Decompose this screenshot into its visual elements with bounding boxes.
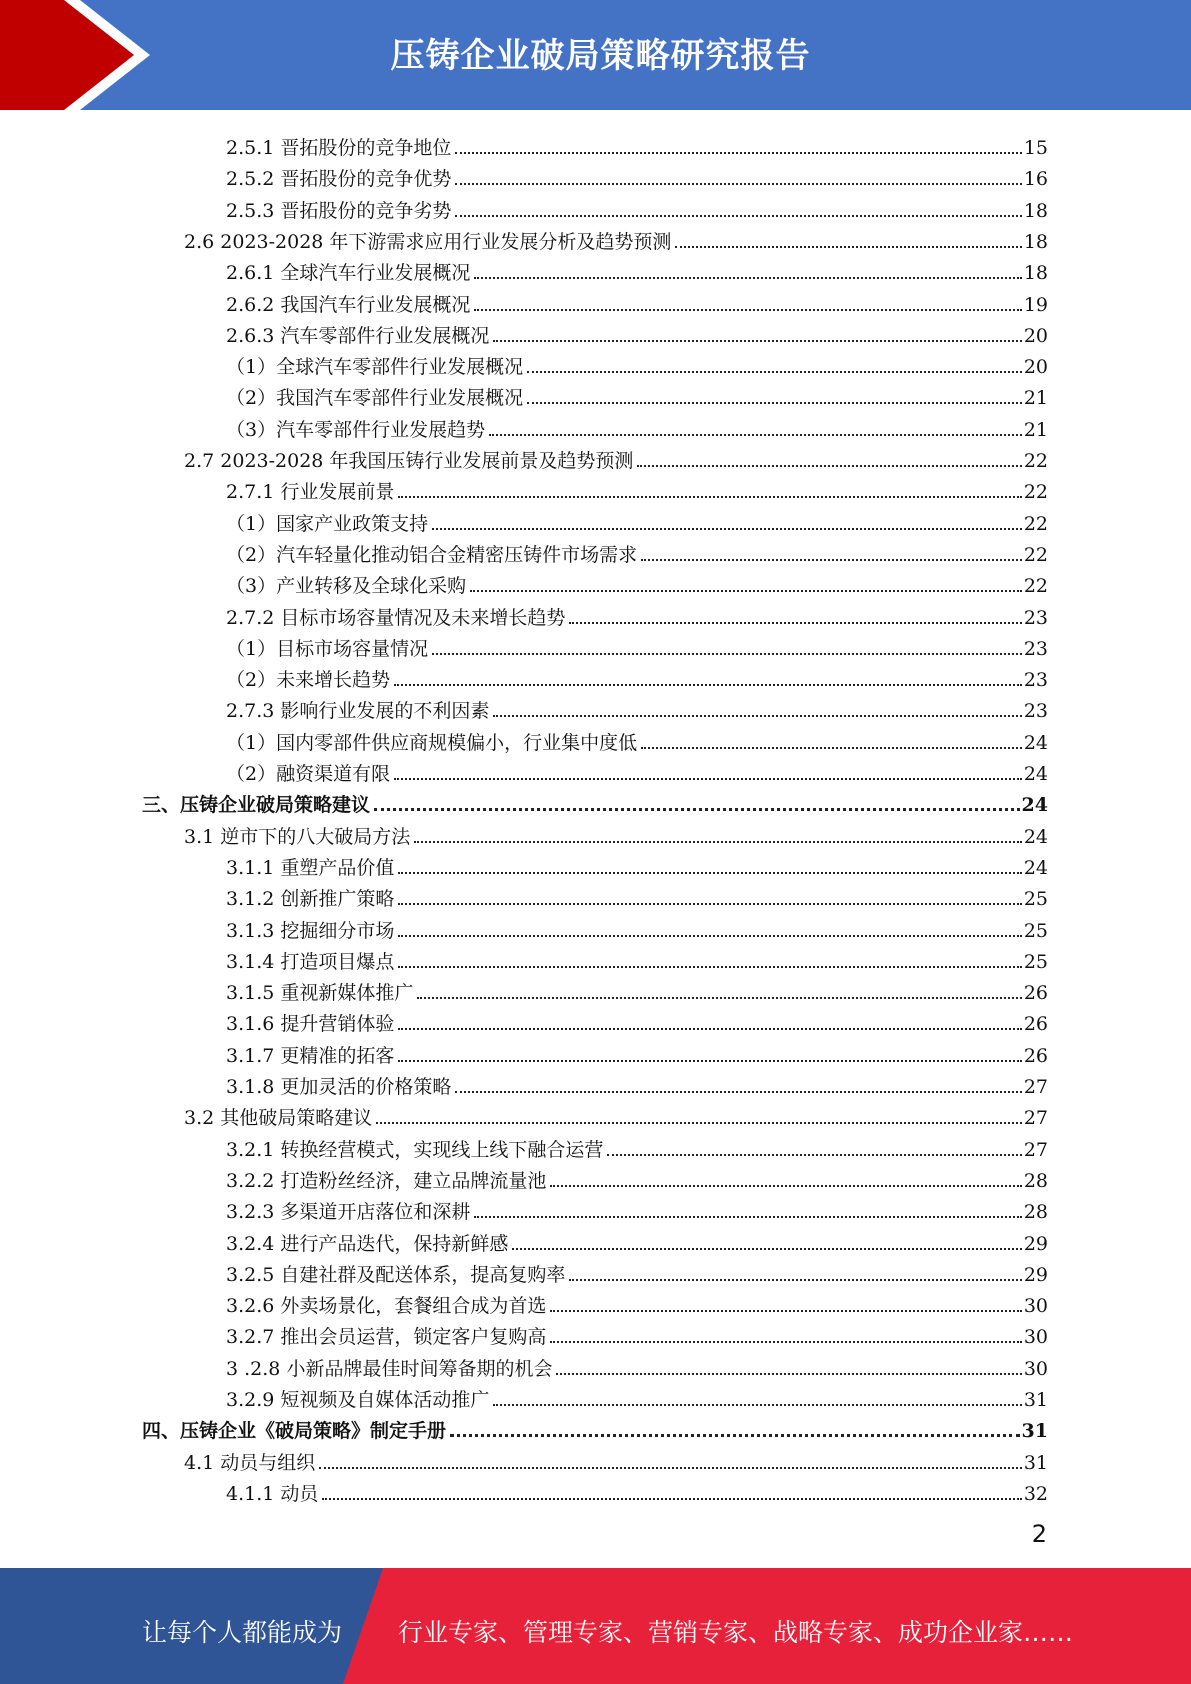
toc-dot-leader — [455, 215, 1021, 217]
toc-page-number: 24 — [1023, 856, 1048, 879]
toc-dot-leader — [474, 309, 1021, 311]
toc-entry-text: 全球汽车零部件行业发展概况 — [276, 356, 524, 379]
toc-entry-number: 2.7.2 — [226, 606, 275, 629]
toc-entry-title — [226, 137, 451, 159]
toc-entry-text: 进行产品迭代，保持新鲜感 — [280, 1232, 509, 1255]
toc-entry[interactable] — [226, 1192, 1048, 1223]
toc-page-number: 21 — [1023, 387, 1048, 410]
toc-dot-leader — [641, 559, 1022, 561]
toc-entry-text: 目标市场容量情况 — [276, 637, 429, 660]
toc-entry[interactable] — [226, 191, 1048, 222]
toc-entry[interactable] — [226, 378, 1048, 409]
toc-dot-leader — [394, 778, 1022, 780]
toc-entry[interactable] — [226, 285, 1048, 316]
toc-entry-number: 3.2.5 — [226, 1263, 275, 1286]
toc-dot-leader — [512, 1248, 1021, 1250]
page-number: 2 — [1031, 1520, 1047, 1548]
toc-dot-leader — [637, 465, 1021, 467]
toc-entry-text: 创新推广策略 — [280, 888, 395, 911]
toc-entry-number: （1） — [226, 731, 277, 754]
toc-entry-text: 外卖场景化，套餐组合成为首选 — [280, 1295, 547, 1318]
toc-entry-title — [226, 732, 637, 754]
toc-entry-number: （2） — [226, 543, 277, 566]
toc-dot-leader — [455, 1091, 1021, 1093]
toc-entry-number: 3.1.7 — [226, 1044, 275, 1067]
toc-page-number: 23 — [1023, 606, 1048, 629]
toc-entry-number: 3.1.1 — [226, 856, 275, 879]
toc-entry-number: 2.7 — [184, 450, 215, 472]
footer-slogan-right: 行业专家、管理专家、营销专家、战略专家、成功企业家…… — [398, 1618, 1074, 1647]
toc-dot-leader — [455, 152, 1021, 154]
toc-dot-leader — [398, 935, 1021, 937]
toc-entry-title — [226, 200, 451, 222]
toc-entry-number: 3.1 — [184, 825, 215, 848]
toc-entry-title — [184, 1452, 315, 1474]
toc-entry-title — [226, 387, 523, 409]
toc-entry-title — [226, 951, 394, 973]
toc-entry-title — [226, 419, 485, 441]
toc-entry-text: 晋拓股份的竞争优势 — [280, 168, 452, 191]
toc-entry-number: 2.5.3 — [226, 199, 275, 222]
toc-dot-leader — [455, 183, 1021, 185]
toc-entry-title — [184, 1107, 372, 1129]
toc-dot-leader — [550, 1185, 1021, 1187]
toc-dot-leader — [398, 496, 1021, 498]
toc-entry-number: 3.2.6 — [226, 1295, 275, 1318]
toc-dot-leader — [322, 1498, 1021, 1500]
toc-entry-title — [226, 1389, 489, 1411]
toc-entry-number: 2.5.2 — [226, 168, 275, 191]
toc-entry[interactable] — [226, 1349, 1048, 1380]
toc-page-number: 32 — [1023, 1482, 1048, 1505]
toc-entry-text: 其他破局策略建议 — [220, 1107, 373, 1130]
toc-dot-leader — [474, 1216, 1021, 1218]
toc-entry[interactable] — [226, 1286, 1048, 1317]
toc-page-number: 26 — [1023, 1044, 1048, 1067]
toc-entry-number: （2） — [226, 387, 277, 410]
toc-entry-text: 晋拓股份的竞争地位 — [280, 137, 452, 159]
toc-entry-title — [226, 1326, 546, 1348]
toc-page-number: 22 — [1023, 543, 1048, 566]
toc-entry-text: 汽车零部件行业发展概况 — [280, 324, 490, 347]
toc-entry[interactable] — [226, 128, 1048, 159]
toc-entry-title — [226, 1076, 451, 1098]
toc-dot-leader — [489, 434, 1022, 436]
toc-dot-leader — [556, 1373, 1021, 1375]
toc-entry-title — [226, 982, 413, 1004]
toc-entry-number: 2.6.1 — [226, 262, 275, 285]
toc-entry-number: 三、 — [142, 794, 181, 817]
toc-entry-title — [184, 231, 671, 253]
toc-page-number: 24 — [1023, 825, 1048, 848]
toc-dot-leader — [569, 622, 1021, 624]
toc-entry[interactable] — [226, 1161, 1048, 1192]
toc-page-number: 23 — [1023, 637, 1048, 660]
toc-entry-number: 3.2.4 — [226, 1232, 275, 1255]
toc-entry-number: 4.1.1 — [226, 1482, 275, 1505]
toc-entry-text: 动员 — [280, 1482, 319, 1505]
toc-dot-leader — [432, 528, 1022, 530]
toc-entry-text: 压铸企业《破局策略》制定手册 — [180, 1420, 447, 1443]
toc-page-number: 31 — [1023, 1389, 1048, 1411]
toc-entry-title — [142, 1420, 446, 1442]
toc-entry-title — [226, 700, 489, 722]
toc-entry-text: 压铸企业破局策略建议 — [180, 794, 371, 817]
toc-entry[interactable] — [226, 973, 1048, 1004]
toc-entry-text: 打造粉丝经济，建立品牌流量池 — [280, 1169, 547, 1192]
toc-entry-number: （2） — [226, 669, 277, 692]
toc-entry-text: 逆市下的八大破局方法 — [220, 825, 411, 848]
toc-dot-leader — [493, 715, 1021, 717]
toc-entry-text: 更加灵活的价格策略 — [280, 1076, 452, 1098]
toc-entry-title — [226, 575, 466, 597]
toc-entry[interactable] — [226, 1224, 1048, 1255]
toc-entry-number: 2.6 — [184, 230, 215, 253]
toc-page-number: 23 — [1023, 669, 1048, 692]
toc-entry-text: 转换经营模式，实现线上线下融合运营 — [280, 1138, 604, 1161]
toc-entry-number: 3.1.8 — [226, 1076, 275, 1098]
toc-entry[interactable] — [226, 1474, 1048, 1505]
toc-entry-title — [226, 481, 394, 503]
toc-entry-number: 3.2.2 — [226, 1169, 275, 1192]
toc-entry[interactable] — [226, 911, 1048, 942]
toc-entry-title — [226, 1201, 470, 1223]
toc-page-number: 25 — [1023, 950, 1048, 973]
toc-page-number: 28 — [1023, 1169, 1048, 1192]
toc-dot-leader — [641, 747, 1022, 749]
toc-entry-title — [226, 262, 470, 284]
toc-entry-title — [226, 1358, 552, 1380]
toc-page-number: 26 — [1023, 982, 1048, 1005]
toc-entry[interactable] — [226, 504, 1048, 535]
toc-entry-text: 动员与组织 — [220, 1451, 316, 1474]
toc-entry-text: 我国汽车零部件行业发展概况 — [276, 387, 524, 410]
toc-entry[interactable] — [226, 253, 1048, 284]
toc-entry[interactable] — [226, 410, 1048, 441]
toc-entry-text: 影响行业发展的不利因素 — [280, 700, 490, 723]
toc-entry[interactable] — [226, 598, 1048, 629]
toc-dot-leader — [432, 653, 1022, 655]
page-footer — [0, 1568, 1191, 1684]
toc-entry-title — [226, 1483, 318, 1505]
toc-entry-title — [226, 763, 390, 785]
toc-entry-text: 我国汽车行业发展概况 — [280, 293, 471, 316]
toc-entry-number: （1） — [226, 356, 277, 379]
toc-entry-text: 国内零部件供应商规模偏小，行业集中度低 — [276, 731, 638, 754]
toc-entry-number: 4.1 — [184, 1451, 215, 1474]
toc-page-number: 22 — [1023, 512, 1048, 535]
toc-entry-text: 多渠道开店落位和深耕 — [280, 1201, 471, 1224]
toc-entry-title — [226, 888, 394, 910]
toc-entry[interactable] — [226, 848, 1048, 879]
toc-entry[interactable] — [142, 1411, 1048, 1442]
toc-page-number: 28 — [1023, 1201, 1048, 1224]
toc-page-number: 18 — [1023, 199, 1048, 222]
toc-dot-leader — [417, 997, 1021, 999]
toc-entry[interactable] — [184, 441, 1048, 472]
toc-entry-number: （2） — [226, 763, 277, 785]
toc-entry-text: 推出会员运营，锁定客户复购高 — [280, 1326, 547, 1349]
toc-entry-number: 3.2.3 — [226, 1201, 275, 1224]
toc-entry-title — [226, 1264, 565, 1286]
toc-page-number: 22 — [1023, 481, 1048, 504]
toc-page-number: 27 — [1023, 1076, 1048, 1098]
toc-page-number: 25 — [1023, 919, 1048, 942]
toc-page-number: 23 — [1023, 700, 1048, 723]
toc-page-number: 30 — [1023, 1295, 1048, 1318]
toc-entry-title — [184, 826, 410, 848]
toc-page-number: 25 — [1023, 888, 1048, 911]
toc-page-number: 19 — [1023, 293, 1048, 316]
toc-entry-number: （1） — [226, 512, 277, 535]
toc-entry[interactable] — [226, 879, 1048, 910]
toc-page-number: 24 — [1023, 763, 1048, 785]
toc-entry-title — [226, 920, 394, 942]
toc-entry[interactable] — [226, 566, 1048, 597]
toc-entry[interactable] — [184, 1443, 1048, 1474]
page-header — [0, 0, 1191, 110]
toc-entry[interactable] — [226, 1036, 1048, 1067]
toc-entry-number: （3） — [226, 575, 277, 598]
toc-entry-number: 3.1.2 — [226, 888, 275, 911]
toc-entry-title — [226, 1295, 546, 1317]
toc-entry[interactable] — [226, 535, 1048, 566]
toc-dot-leader — [474, 277, 1021, 279]
toc-page-number: 22 — [1023, 575, 1048, 598]
toc-entry-number: 2.6.3 — [226, 324, 275, 347]
toc-entry-title — [226, 356, 523, 378]
toc-entry[interactable] — [184, 1098, 1048, 1129]
toc-page-number: 31 — [1023, 1451, 1048, 1474]
toc-entry[interactable] — [226, 1004, 1048, 1035]
toc-entry-text: 自建社群及配送体系，提高复购率 — [280, 1263, 566, 1286]
toc-page-number: 30 — [1023, 1357, 1048, 1380]
toc-entry-title — [226, 1139, 603, 1161]
toc-entry-text: 打造项目爆点 — [280, 950, 395, 973]
toc-entry-text: 国家产业政策支持 — [276, 512, 429, 535]
toc-entry-text: 短视频及自媒体活动推广 — [280, 1389, 490, 1411]
toc-entry[interactable] — [226, 1317, 1048, 1348]
toc-entry[interactable] — [142, 785, 1048, 816]
toc-entry-title — [184, 450, 633, 472]
toc-page-number: 15 — [1023, 137, 1048, 159]
toc-dot-leader — [398, 872, 1021, 874]
toc-entry[interactable] — [226, 347, 1048, 378]
toc-entry[interactable] — [226, 754, 1048, 785]
toc-dot-leader — [374, 808, 1020, 811]
toc-dot-leader — [394, 684, 1022, 686]
toc-entry[interactable] — [226, 316, 1048, 347]
toc-dot-leader — [398, 966, 1021, 968]
toc-dot-leader — [450, 1434, 1020, 1437]
toc-dot-leader — [398, 1028, 1021, 1030]
toc-entry-text: 2023-2028 年下游需求应用行业发展分析及趋势预测 — [220, 230, 672, 253]
toc-entry-number: 2.6.2 — [226, 293, 275, 316]
toc-entry-number: 3 .2.8 — [226, 1357, 281, 1380]
toc-entry-number: 2.5.1 — [226, 137, 275, 159]
toc-dot-leader — [569, 1279, 1021, 1281]
toc-page-number: 20 — [1023, 324, 1048, 347]
toc-page-number: 29 — [1023, 1232, 1048, 1255]
toc-entry-text: 2023-2028 年我国压铸行业发展前景及趋势预测 — [220, 450, 634, 472]
toc-entry-text: 全球汽车行业发展概况 — [280, 262, 471, 285]
toc-entry-title — [226, 544, 637, 566]
toc-page-number: 18 — [1023, 230, 1048, 253]
toc-entry-title — [142, 794, 370, 816]
toc-entry-number: 3.1.3 — [226, 919, 275, 942]
toc-entry-text: 行业发展前景 — [280, 481, 395, 504]
toc-entry-title — [226, 1170, 546, 1192]
toc-entry-title — [226, 294, 470, 316]
toc-entry-text: 未来增长趋势 — [276, 669, 391, 692]
toc-entry-number: 3.1.4 — [226, 950, 275, 973]
toc-dot-leader — [470, 590, 1022, 592]
toc-entry[interactable] — [226, 1130, 1048, 1161]
toc-entry-title — [226, 857, 394, 879]
toc-entry[interactable] — [226, 723, 1048, 754]
toc-entry-title — [226, 638, 428, 660]
toc-entry[interactable] — [226, 629, 1048, 660]
toc-dot-leader — [527, 402, 1022, 404]
report-title: 压铸企业破局策略研究报告 — [390, 36, 811, 76]
toc-dot-leader — [550, 1341, 1021, 1343]
toc-entry-title — [226, 325, 489, 347]
toc-entry[interactable] — [184, 817, 1048, 848]
toc-entry-text: 产业转移及全球化采购 — [276, 575, 467, 598]
toc-page-number: 24 — [1021, 794, 1048, 817]
footer-slogan-left: 让每个人都能成为 — [142, 1618, 343, 1647]
toc-page-number: 16 — [1023, 168, 1048, 191]
toc-entry-text: 晋拓股份的竞争劣势 — [280, 199, 452, 222]
toc-page-number: 31 — [1021, 1420, 1048, 1443]
toc-entry-number: 2.7.1 — [226, 481, 275, 504]
toc-entry-text: 重视新媒体推广 — [280, 982, 414, 1005]
toc-entry-number: 四、 — [142, 1420, 181, 1443]
toc-page-number: 27 — [1023, 1138, 1048, 1161]
toc-entry-number: 3.1.5 — [226, 982, 275, 1005]
toc-entry-title — [226, 607, 565, 629]
toc-dot-leader — [675, 246, 1021, 248]
toc-entry-title — [226, 513, 428, 535]
toc-entry[interactable] — [226, 159, 1048, 190]
toc-entry[interactable] — [226, 660, 1048, 691]
toc-entry-text: 融资渠道有限 — [276, 763, 391, 785]
toc-dot-leader — [550, 1310, 1021, 1312]
toc-entry-title — [226, 1045, 394, 1067]
toc-entry-text: 提升营销体验 — [280, 1013, 395, 1036]
toc-page-number: 21 — [1023, 418, 1048, 441]
toc-entry-text: 挖掘细分市场 — [280, 919, 395, 942]
toc-page-number: 18 — [1023, 262, 1048, 285]
toc-dot-leader — [398, 1060, 1021, 1062]
toc-entry-title — [226, 168, 451, 190]
toc-entry-text: 汽车轻量化推动铝合金精密压铸件市场需求 — [276, 543, 638, 566]
toc-entry[interactable] — [226, 1067, 1048, 1098]
toc-dot-leader — [493, 1404, 1021, 1406]
toc-entry-number: 2.7.3 — [226, 700, 275, 723]
toc-entry-title — [226, 1233, 508, 1255]
toc-entry-text: 汽车零部件行业发展趋势 — [276, 418, 486, 441]
toc-page-number: 22 — [1023, 450, 1048, 472]
toc-page-number: 29 — [1023, 1263, 1048, 1286]
toc-entry-number: 3.2.1 — [226, 1138, 275, 1161]
toc-page-number: 20 — [1023, 356, 1048, 379]
toc-entry-number: 3.1.6 — [226, 1013, 275, 1036]
toc-entry-text: 目标市场容量情况及未来增长趋势 — [280, 606, 566, 629]
toc-dot-leader — [493, 340, 1021, 342]
toc-entry[interactable] — [226, 1255, 1048, 1286]
toc-page-number: 26 — [1023, 1013, 1048, 1036]
toc-entry-number: 3.2.7 — [226, 1326, 275, 1349]
toc-dot-leader — [398, 903, 1021, 905]
toc-dot-leader — [414, 841, 1022, 843]
toc-entry[interactable] — [226, 472, 1048, 503]
toc-entry[interactable] — [226, 691, 1048, 722]
toc-entry-title — [226, 669, 390, 691]
toc-entry[interactable] — [184, 222, 1048, 253]
toc-entry-number: （1） — [226, 637, 277, 660]
toc-dot-leader — [607, 1154, 1021, 1156]
toc-dot-leader — [319, 1467, 1022, 1469]
toc-dot-leader — [527, 371, 1022, 373]
toc-entry-number: 3.2 — [184, 1107, 215, 1130]
toc-dot-leader — [376, 1122, 1022, 1124]
toc-entry-text: 更精准的拓客 — [280, 1044, 395, 1067]
toc-page-number: 30 — [1023, 1326, 1048, 1349]
toc-page-number: 24 — [1023, 731, 1048, 754]
toc-entry[interactable] — [226, 942, 1048, 973]
toc-entry-text: 重塑产品价值 — [280, 856, 395, 879]
toc-page-number: 27 — [1023, 1107, 1048, 1130]
toc-entry-title — [226, 1013, 394, 1035]
toc-entry-text: 小新品牌最佳时间筹备期的机会 — [286, 1357, 553, 1380]
toc-entry-number: 3.2.9 — [226, 1389, 275, 1411]
toc-entry-number: （3） — [226, 418, 277, 441]
toc-entry[interactable] — [226, 1380, 1048, 1411]
